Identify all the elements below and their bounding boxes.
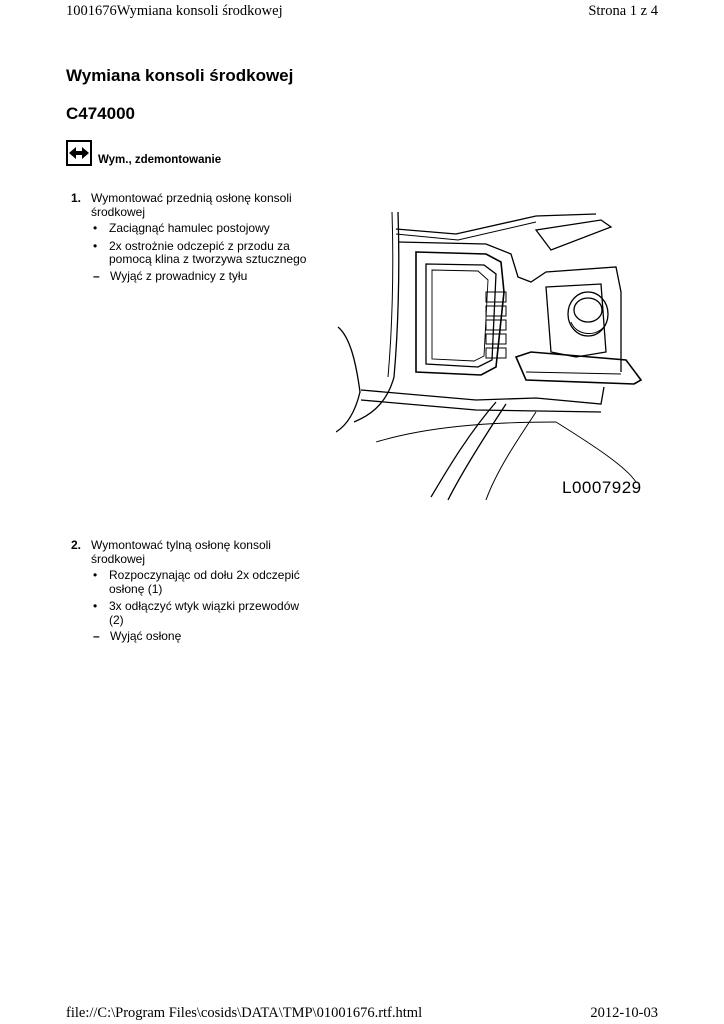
bullet-text: Rozpoczynając od dołu 2x odczepić osłonę (1) [109, 568, 300, 596]
sub-list-item [66, 630, 311, 644]
section-label: Wym., zdemontowanie [98, 154, 222, 166]
sub-item-text: Wyjąć osłonę [110, 629, 182, 643]
arrows-left-right-icon [66, 140, 92, 166]
step-text: Wymontować tylną osłonę konsoli środkowej [91, 538, 271, 566]
bullet-icon: • [93, 221, 98, 235]
bullet-list [66, 569, 311, 644]
list-item [66, 240, 311, 284]
console-diagram [336, 212, 646, 502]
dash-icon: – [93, 268, 100, 283]
bullet-text: Zaciągnąć hamulec postojowy [109, 221, 270, 235]
step-1 [66, 192, 311, 287]
footer-date: 2012-10-03 [590, 1005, 658, 1021]
step-2 [66, 539, 311, 648]
bullet-text: 2x ostrożnie odczepić z przodu za pomocą klina z tworzywa sztucznego [109, 238, 307, 266]
page-header [66, 3, 658, 20]
dash-icon: – [93, 629, 100, 643]
document-code: C474000 [66, 104, 136, 123]
bullet-text: 3x odłączyć wtyk wiązki przewodów (2) [109, 599, 300, 627]
page-footer [66, 1005, 658, 1022]
page-title: Wymiana konsoli środkowej [66, 66, 294, 85]
sub-list-item [66, 270, 311, 284]
list-item [66, 569, 311, 596]
sub-list [66, 630, 311, 644]
header-doc-title: 1001676Wymiana konsoli środkowej [66, 3, 283, 19]
bullet-icon: • [93, 238, 98, 253]
footer-file-path: file://C:\Program Files\cosids\DATA\TMP\01001676.rtf.html [66, 1005, 423, 1021]
header-page-number: Strona 1 z 4 [588, 3, 658, 19]
list-item [66, 600, 311, 644]
figure-id: L0007929 [562, 478, 642, 497]
step-text: Wymontować przednią osłonę konsoli środkowej [91, 191, 292, 219]
bullet-icon: • [93, 568, 98, 582]
sub-item-text: Wyjąć z prowadnicy z tyłu [110, 268, 248, 283]
sub-list [66, 270, 311, 284]
bullet-list [66, 222, 311, 283]
step-number: 1. [71, 191, 82, 205]
bullet-icon: • [93, 599, 98, 613]
list-item [66, 222, 311, 236]
step-number: 2. [71, 538, 82, 552]
